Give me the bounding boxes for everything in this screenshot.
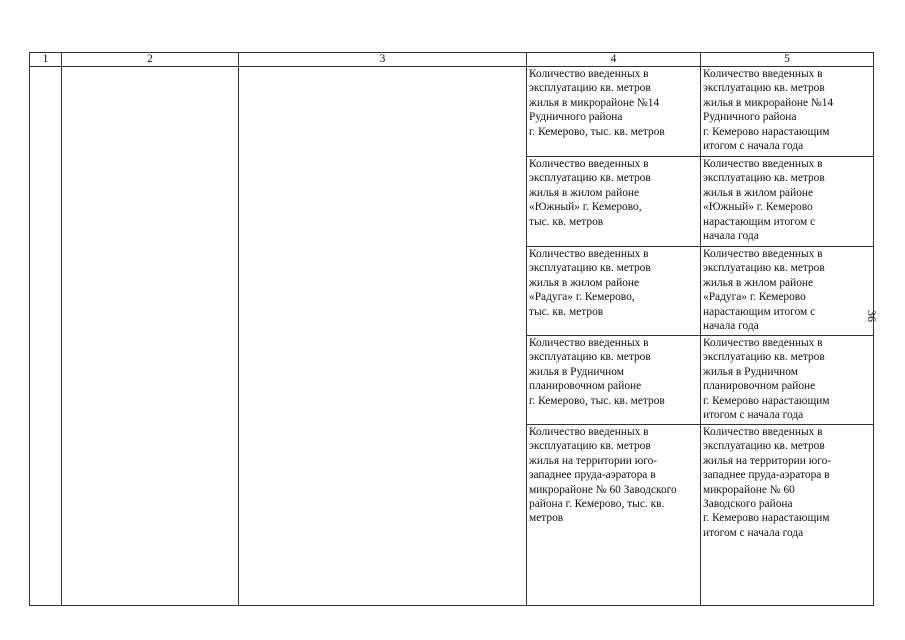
indicator-cell [527, 157, 701, 247]
document-table [29, 52, 874, 606]
header-col-4: 4 [527, 53, 701, 67]
table-header-row [30, 53, 874, 67]
cell-col-1 [30, 67, 62, 606]
header-col-3: 3 [239, 53, 527, 67]
indicator-text: Количество введенных в эксплуатацию кв. метров жилья на территории юго- западнее пруда-аэратора в микрорайоне № 60 Заводского района г. Кемерово, тыс. кв. метров [529, 426, 677, 525]
table-row [30, 67, 874, 157]
indicator-cell [527, 247, 701, 336]
indicator-cell [527, 67, 701, 157]
indicator-total-text: Количество введенных в эксплуатацию кв. метров жилья на территории юго- западнее пруда-аэратора в микрорайоне № 60 Заводского района г. Кемерово нарастающим итогом с начала года [703, 426, 832, 539]
header-col-1: 1 [30, 53, 62, 67]
indicator-total-cell [701, 157, 874, 247]
indicator-total-cell [701, 67, 874, 157]
indicator-text: Количество введенных в эксплуатацию кв. метров жилья в Рудничном планировочном районе г. Кемерово, тыс. кв. метров [529, 337, 665, 407]
indicator-text: Количество введенных в эксплуатацию кв. метров жилья в жилом районе «Южный» г. Кемерово, тыс. кв. метров [529, 158, 651, 228]
header-col-5: 5 [701, 53, 874, 67]
indicator-total-text: Количество введенных в эксплуатацию кв. метров жилья в микрорайоне №14 Рудничного района г. Кемерово нарастающим итогом с начала года [703, 68, 834, 153]
page-number: 36 [865, 310, 879, 322]
indicator-total-cell [701, 247, 874, 336]
indicator-total-cell [701, 336, 874, 425]
indicator-text: Количество введенных в эксплуатацию кв. метров жилья в жилом районе «Радуга» г. Кемерово, тыс. кв. метров [529, 248, 651, 318]
indicator-total-text: Количество введенных в эксплуатацию кв. метров жилья в жилом районе «Южный» г. Кемерово нарастающим итогом с начала года [703, 158, 825, 243]
indicator-total-cell [701, 425, 874, 606]
indicator-total-text: Количество введенных в эксплуатацию кв. метров жилья в жилом районе «Радуга» г. Кемерово нарастающим итогом с начала года [703, 248, 825, 333]
indicator-total-text: Количество введенных в эксплуатацию кв. метров жилья в Рудничном планировочном районе г. Кемерово нарастающим итогом с начала года [703, 337, 830, 422]
indicator-cell [527, 425, 701, 606]
cell-col-3 [239, 67, 527, 606]
indicator-cell [527, 336, 701, 425]
cell-col-2 [62, 67, 239, 606]
indicator-text: Количество введенных в эксплуатацию кв. метров жилья в микрорайоне №14 Рудничного района г. Кемерово, тыс. кв. метров [529, 68, 665, 138]
header-col-2: 2 [62, 53, 239, 67]
